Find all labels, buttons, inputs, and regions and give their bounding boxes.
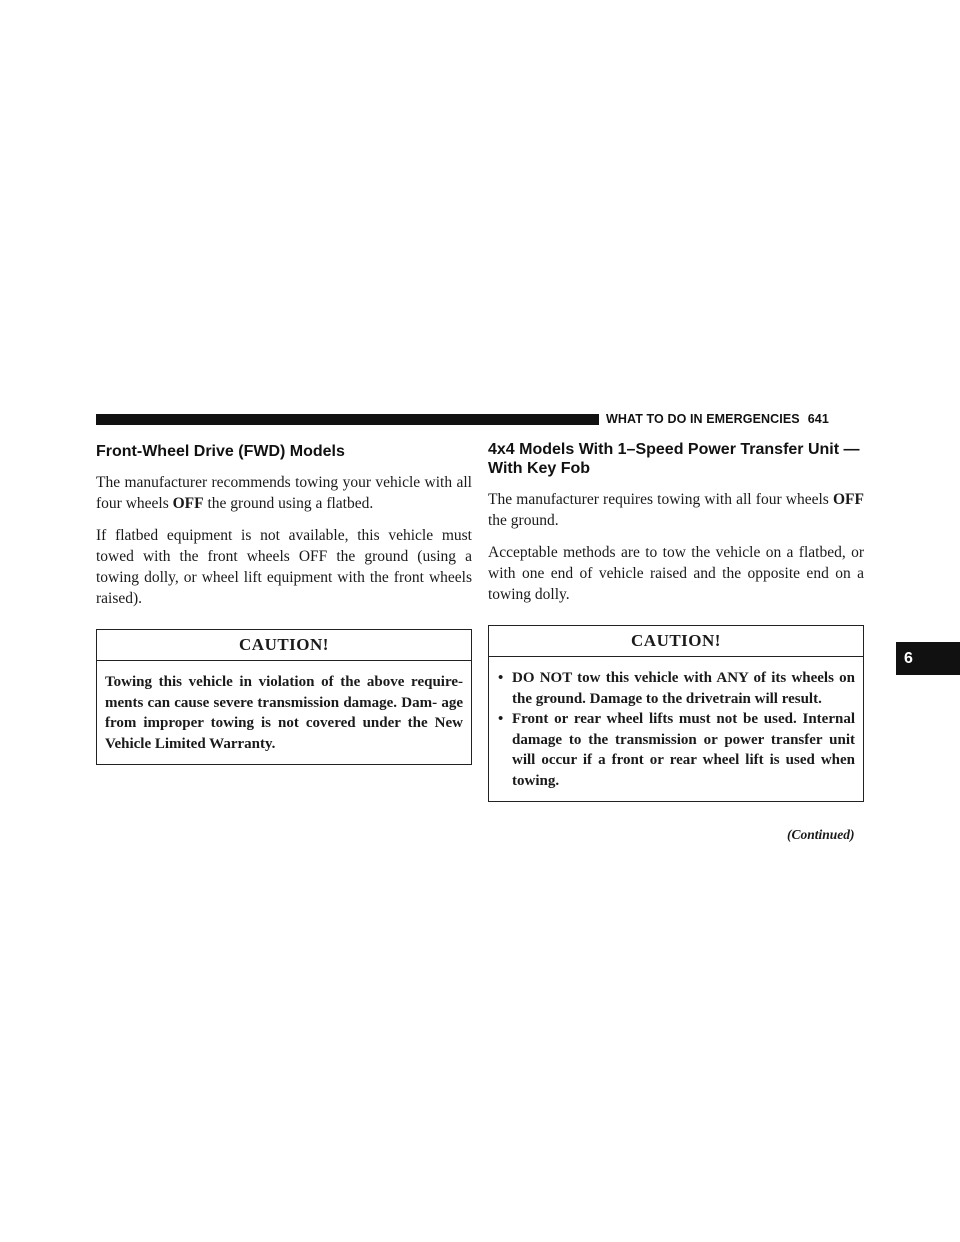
section-title: WHAT TO DO IN EMERGENCIES bbox=[606, 412, 800, 426]
caution-title: CAUTION! bbox=[489, 626, 863, 657]
header-rule bbox=[96, 414, 599, 425]
chapter-tab: 6 bbox=[896, 642, 960, 675]
caution-item: • DO NOT tow this vehicle with ANY of its wheels on the ground. Damage to the drivetrain will result. bbox=[497, 668, 855, 709]
fwd-paragraph-1 bbox=[96, 472, 472, 514]
caution-item: • Front or rear wheel lifts must not be used. Internal damage to the transmission or power transfer unit will occur if a front or rear wheel lift is used when towing. bbox=[497, 709, 855, 791]
text-run: the ground. bbox=[488, 512, 559, 529]
fwd-heading: Front-Wheel Drive (FWD) Models bbox=[96, 443, 345, 460]
text-run: the ground using a flatbed. bbox=[203, 495, 374, 512]
fwd-paragraph-2: If flatbed equipment is not available, this vehicle must towed with the front wheels OFF the ground (using a towing dolly, or wheel lift equipment with the front wheels raised). bbox=[96, 527, 472, 607]
4x4-paragraph-1 bbox=[488, 489, 864, 531]
caution-box-4x4 bbox=[488, 625, 864, 802]
4x4-heading: 4x4 Models With 1–Speed Power Transfer Unit — With Key Fob bbox=[488, 441, 860, 477]
caution-list bbox=[497, 668, 855, 791]
4x4-paragraph-2: Acceptable methods are to tow the vehicle on a flatbed, or with one end of vehicle raised and the opposite end on a towing dolly. bbox=[488, 544, 864, 603]
text-run: The manufacturer requires towing with all four wheels bbox=[488, 491, 833, 508]
running-header bbox=[606, 410, 829, 428]
page-number: 641 bbox=[807, 412, 829, 426]
left-column bbox=[96, 440, 472, 765]
right-column bbox=[488, 440, 864, 802]
caution-text: Towing this vehicle in violation of the above require- ments can cause severe transmission damage. Dam- age from improper towing is not covered under the New Vehicle Limited Warranty. bbox=[105, 674, 463, 752]
caution-title: CAUTION! bbox=[97, 630, 471, 661]
bold-term: OFF bbox=[172, 495, 204, 512]
caution-box-fwd bbox=[96, 629, 472, 765]
bold-term: OFF bbox=[833, 491, 864, 508]
continued-note: (Continued) bbox=[787, 827, 855, 842]
text-run: The manufacturer recommends towing your vehicle with all four wheels bbox=[96, 474, 472, 512]
caution-body bbox=[489, 657, 863, 801]
